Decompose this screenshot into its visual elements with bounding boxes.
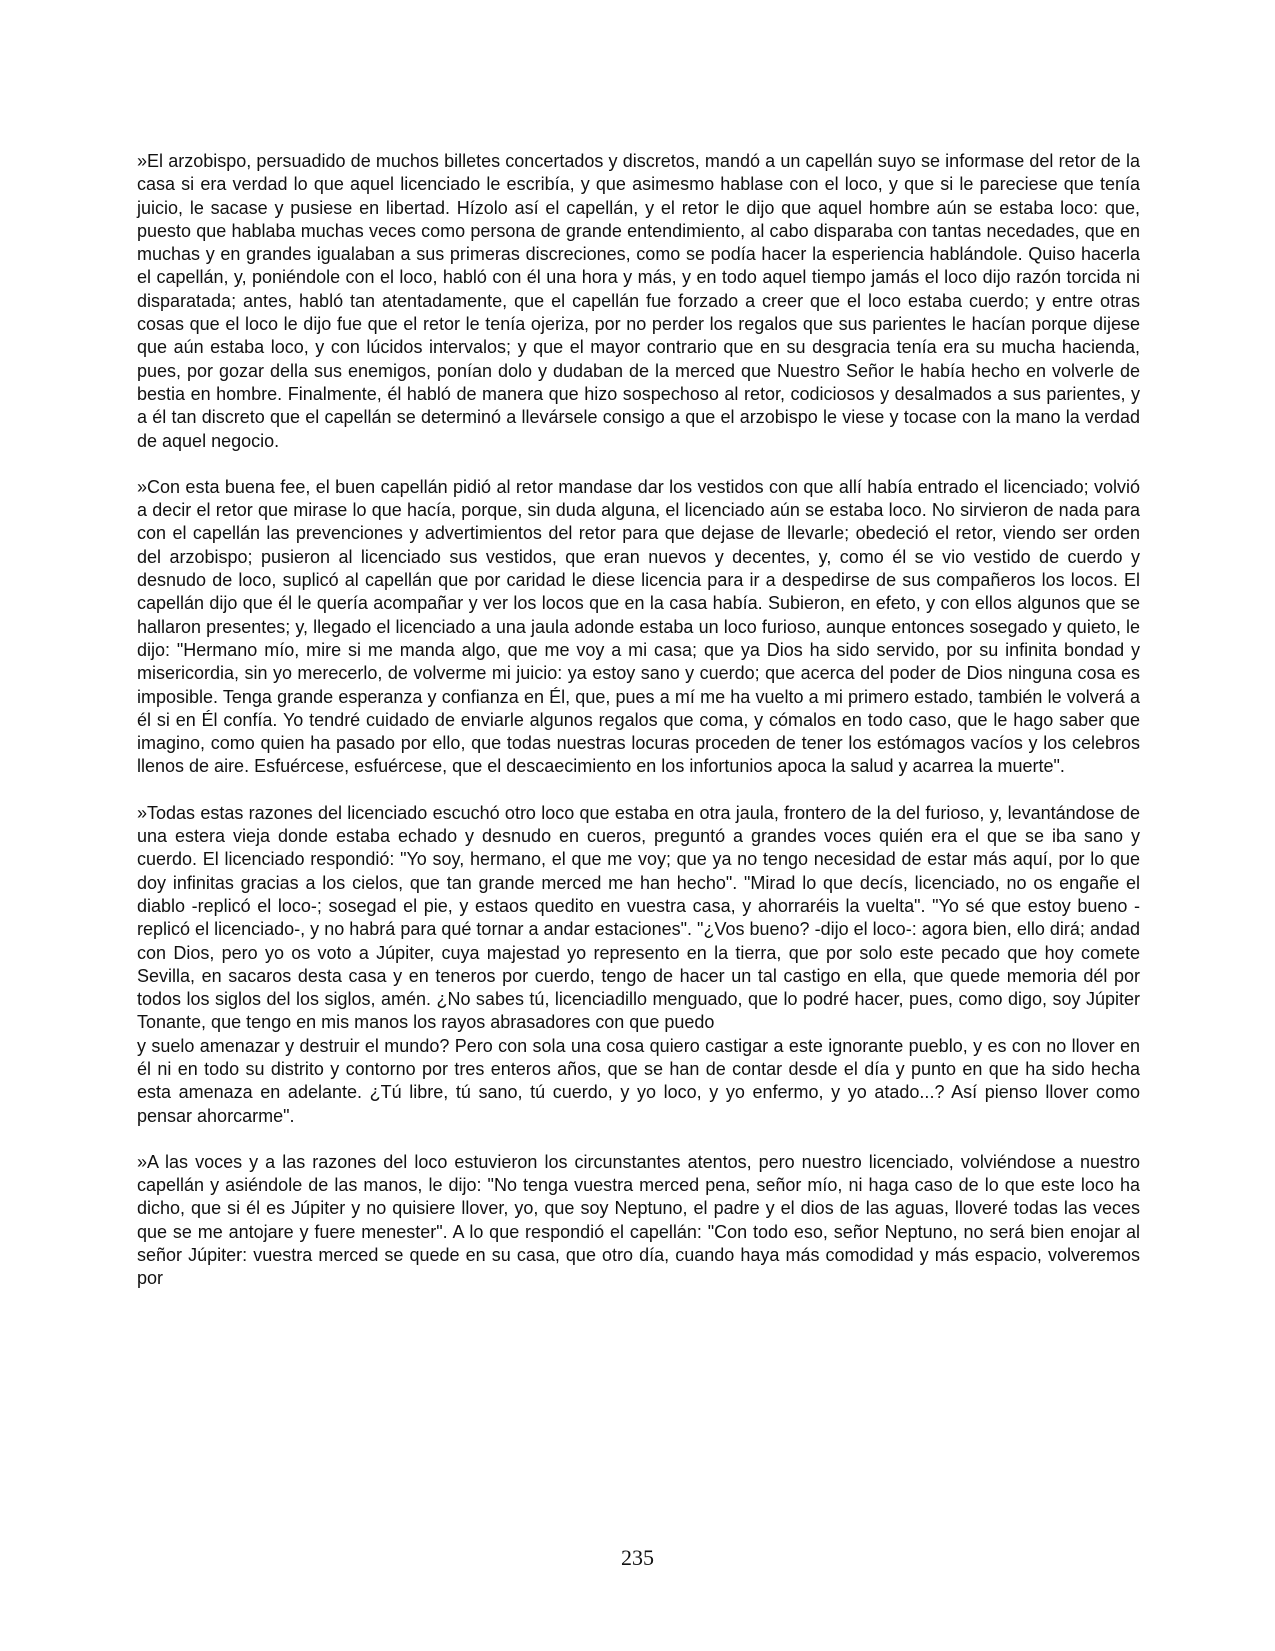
paragraph: »A las voces y a las razones del loco estuvieron los circunstantes atentos, pero nuestro licenciado, volviéndose a nuestro capellán y asiéndole de las manos, le dijo: "No tenga vuestra merced pena, señor mío, ni haga caso de lo que este loco ha dicho, que si él es Júpiter y no quisiere llover, yo, que soy Neptuno, el padre y el dios de las aguas, lloveré todas las veces que se me antojare y fuere menester". A lo que respondió el capellán: "Con todo eso, señor Neptuno, no será bien enojar al señor Júpiter: vuestra merced se quede en su casa, que otro día, cuando haya más comodidad y más espacio, volveremos por <box>137 1151 1140 1289</box>
page-number: 235 <box>621 1545 654 1570</box>
paragraph: »Con esta buena fee, el buen capellán pidió al retor mandase dar los vestidos con que allí había entrado el licenciado; volvió a decir el retor que mirase lo que hacía, porque, sin duda alguna, el licenciado aún se estaba loco. No sirvieron de nada para con el capellán las prevenciones y advertimientos del retor para que dejase de llevarle; obedeció el retor, viendo ser orden del arzobispo; pusieron al licenciado sus vestidos, que eran nuevos y decentes, y, como él se vio vestido de cuerdo y desnudo de loco, suplicó al capellán que por caridad le diese licencia para ir a despedirse de sus compañeros los locos. El capellán dijo que él le quería acompañar y ver los locos que en la casa había. Subieron, en efeto, y con ellos algunos que se hallaron presentes; y, llegado el licenciado a una jaula adonde estaba un loco furioso, aunque entonces sosegado y quieto, le dijo: "Hermano mío, mire si me manda algo, que me voy a mi casa; que ya Dios ha sido servido, por su infinita bondad y misericordia, sin yo merecerlo, de volverme mi juicio: ya estoy sano y cuerdo; que acerca del poder de Dios ninguna cosa es imposible. Tenga grande esperanza y confianza en Él, que, pues a mí me ha vuelto a mi primero estado, también le volverá a él si en Él confía. Yo tendré cuidado de enviarle algunos regalos que coma, y cómalos en todo caso, que le hago saber que imagino, como quien ha pasado por ello, que todas nuestras locuras proceden de tener los estómagos vacíos y los celebros llenos de aire. Esfuércese, esfuércese, que el descaecimiento en los infortunios apoca la salud y acarrea la muerte". <box>137 476 1140 777</box>
paragraph: »Todas estas razones del licenciado escuchó otro loco que estaba en otra jaula, frontero de la del furioso, y, levantándose de una estera vieja donde estaba echado y desnudo en cueros, preguntó a grandes voces quién era el que se iba sano y cuerdo. El licenciado respondió: "Yo soy, hermano, el que me voy; que ya no tengo necesidad de estar más aquí, por lo que doy infinitas gracias a los cielos, que tan grande merced me han hecho". "Mirad lo que decís, licenciado, no os engañe el diablo -replicó el loco-; sosegad el pie, y estaos quedito en vuestra casa, y ahorraréis la vuelta". "Yo sé que estoy bueno -replicó el licenciado-, y no habrá para qué tornar a andar estaciones". "¿Vos bueno? -dijo el loco-: agora bien, ello dirá; andad con Dios, pero yo os voto a Júpiter, cuya majestad yo represento en la tierra, que por solo este pecado que hoy comete Sevilla, en sacaros desta casa y en teneros por cuerdo, tengo de hacer un tal castigo en ella, que quede memoria dél por todos los siglos del los siglos, amén. ¿No sabes tú, licenciadillo menguado, que lo podré hacer, pues, como digo, soy Júpiter Tonante, que tengo en mis manos los rayos abrasadores con que puedo y suelo amenazar y destruir el mundo? Pero con sola una cosa quiero castigar a este ignorante pueblo, y es con no llover en él ni en todo su distrito y contorno por tres enteros años, que se han de contar desde el día y punto en que ha sido hecha esta amenaza en adelante. ¿Tú libre, tú sano, tú cuerdo, y yo loco, y yo enfermo, y yo atado...? Así pienso llover como pensar ahorcarme". <box>137 802 1140 1126</box>
page-body <box>137 150 1140 1291</box>
paragraph: »El arzobispo, persuadido de muchos billetes concertados y discretos, mandó a un capellán suyo se informase del retor de la casa si era verdad lo que aquel licenciado le escribía, y que asimesmo hablase con el loco, y que si le pareciese que tenía juicio, le sacase y pusiese en libertad. Hízolo así el capellán, y el retor le dijo que aquel hombre aún se estaba loco: que, puesto que hablaba muchas veces como persona de grande entendimiento, al cabo disparaba con tantas necedades, que en muchas y en grandes igualaban a sus primeras discreciones, como se podía hacer la esperiencia hablándole. Quiso hacerla el capellán, y, poniéndole con el loco, habló con él una hora y más, y en todo aquel tiempo jamás el loco dijo razón torcida ni disparatada; antes, habló tan atentadamente, que el capellán fue forzado a creer que el loco estaba cuerdo; y entre otras cosas que el loco le dijo fue que el retor le tenía ojeriza, por no perder los regalos que sus parientes le hacían porque dijese que aún estaba loco, y con lúcidos intervalos; y que el mayor contrario que en su desgracia tenía era su mucha hacienda, pues, por gozar della sus enemigos, ponían dolo y dudaban de la merced que Nuestro Señor le había hecho en volverle de bestia en hombre. Finalmente, él habló de manera que hizo sospechoso al retor, codiciosos y desalmados a sus parientes, y a él tan discreto que el capellán se determinó a llevársele consigo a que el arzobispo le viese y tocase con la mano la verdad de aquel negocio. <box>137 151 1140 451</box>
